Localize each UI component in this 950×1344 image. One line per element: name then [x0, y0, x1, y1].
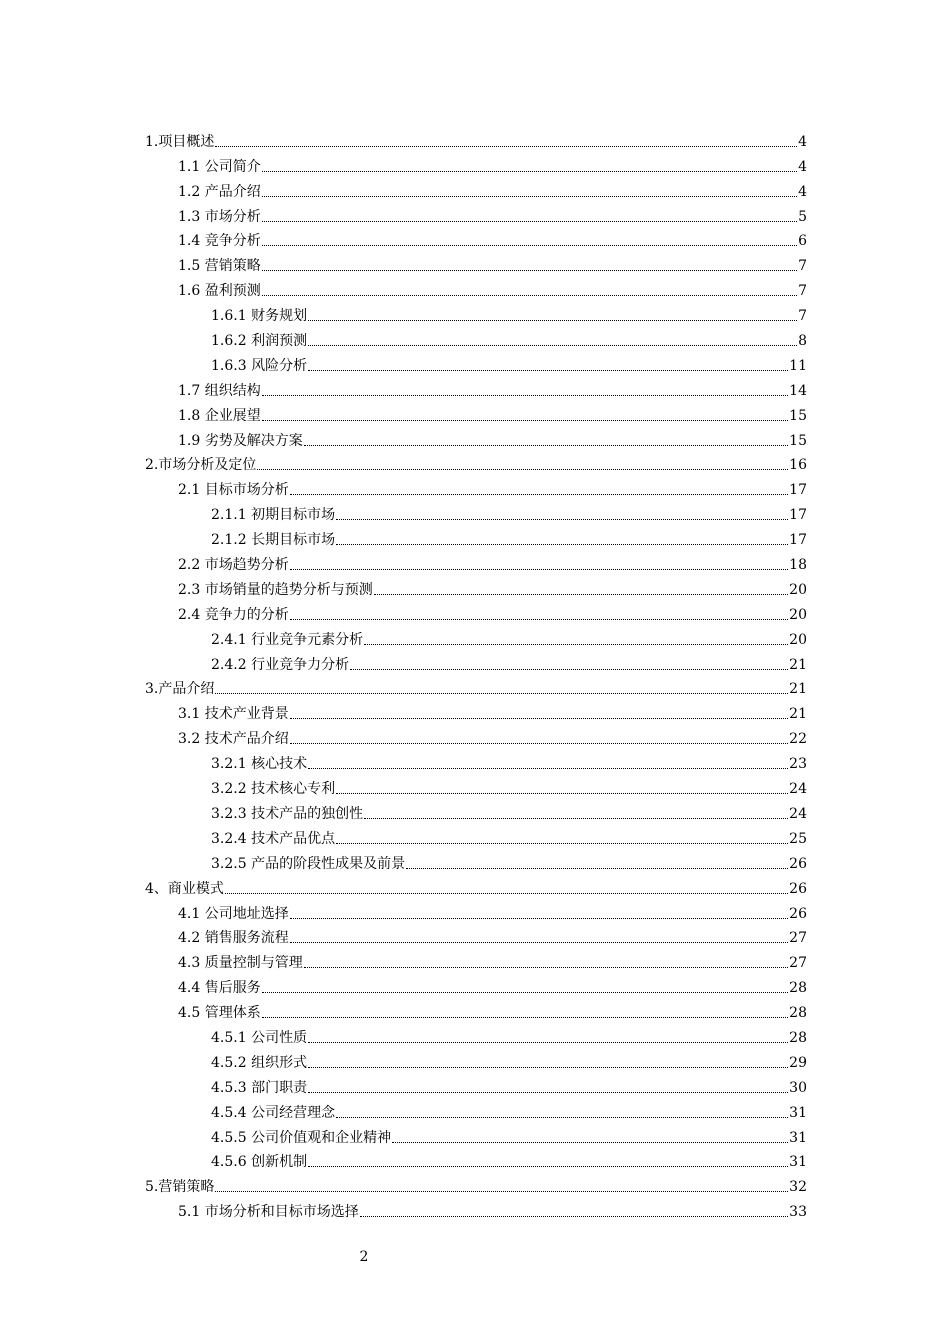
toc-leader-dots	[262, 991, 788, 993]
toc-entry-title: 1.6 盈利预测	[178, 283, 261, 300]
toc-entry[interactable]	[145, 1147, 807, 1172]
toc-entry-page: 30	[789, 1079, 807, 1096]
toc-leader-dots	[364, 643, 788, 645]
toc-entry-page: 28	[789, 980, 807, 997]
toc-entry-title: 1.2 产品介绍	[178, 183, 261, 200]
toc-leader-dots	[350, 668, 788, 670]
toc-entry[interactable]	[145, 499, 807, 524]
toc-entry-page: 7	[798, 308, 807, 325]
toc-entry[interactable]	[145, 723, 807, 748]
toc-entry[interactable]	[145, 624, 807, 649]
toc-entry[interactable]	[145, 848, 807, 873]
toc-leader-dots	[308, 1091, 788, 1093]
toc-leader-dots	[308, 1066, 788, 1068]
toc-leader-dots	[215, 692, 788, 694]
toc-entry[interactable]	[145, 1122, 807, 1147]
toc-entry-title: 2.4 竞争力的分析	[178, 606, 289, 623]
toc-entry[interactable]	[145, 201, 807, 226]
toc-entry-title: 2.3 市场销量的趋势分析与预测	[178, 581, 373, 598]
toc-entry-page: 8	[798, 333, 807, 350]
toc-entry-title: 4.2 销售服务流程	[178, 930, 289, 947]
toc-entry-title: 5.营销策略	[145, 1179, 215, 1196]
toc-entry[interactable]	[145, 176, 807, 201]
toc-leader-dots	[215, 1190, 788, 1192]
toc-entry-title: 3.1 技术产业背景	[178, 706, 289, 723]
toc-entry[interactable]	[145, 574, 807, 599]
toc-entry-page: 17	[789, 532, 807, 549]
toc-entry[interactable]	[145, 947, 807, 972]
toc-entry-title: 3.2.1 核心技术	[211, 756, 308, 773]
toc-entry-page: 15	[789, 407, 807, 424]
toc-entry-title: 3.2 技术产品介绍	[178, 731, 289, 748]
toc-entry-title: 4.1 公司地址选择	[178, 905, 289, 922]
toc-entry-page: 33	[789, 1204, 807, 1221]
toc-entry-page: 21	[789, 706, 807, 723]
toc-entry[interactable]	[145, 126, 807, 151]
toc-leader-dots	[225, 892, 788, 894]
toc-leader-dots	[290, 493, 788, 495]
toc-leader-dots	[262, 294, 797, 296]
toc-entry[interactable]	[145, 698, 807, 723]
toc-leader-dots	[308, 344, 797, 346]
toc-leader-dots	[215, 145, 797, 147]
toc-entry-page: 28	[789, 1005, 807, 1022]
toc-leader-dots	[262, 220, 797, 222]
toc-leader-dots	[336, 792, 788, 794]
toc-entry-page: 4	[798, 133, 807, 150]
toc-entry[interactable]	[145, 1196, 807, 1221]
toc-entry[interactable]	[145, 549, 807, 574]
toc-entry-title: 2.1.2 长期目标市场	[211, 532, 336, 549]
toc-entry[interactable]	[145, 674, 807, 699]
toc-entry[interactable]	[145, 275, 807, 300]
toc-entry[interactable]	[145, 1047, 807, 1072]
toc-entry[interactable]	[145, 350, 807, 375]
toc-entry[interactable]	[145, 400, 807, 425]
toc-leader-dots	[336, 842, 788, 844]
toc-entry[interactable]	[145, 151, 807, 176]
toc-entry-title: 3.2.2 技术核心专利	[211, 781, 336, 798]
toc-entry-page: 20	[789, 631, 807, 648]
toc-entry[interactable]	[145, 873, 807, 898]
toc-entry-title: 3.2.4 技术产品优点	[211, 830, 336, 847]
toc-entry[interactable]	[145, 798, 807, 823]
toc-entry[interactable]	[145, 748, 807, 773]
toc-leader-dots	[374, 593, 788, 595]
toc-entry-title: 2.1.1 初期目标市场	[211, 507, 336, 524]
toc-leader-dots	[308, 767, 788, 769]
toc-leader-dots	[262, 195, 797, 197]
toc-entry-page: 23	[789, 756, 807, 773]
toc-entry-page: 21	[789, 681, 807, 698]
toc-entry-title: 1.4 竞争分析	[178, 233, 261, 250]
toc-entry-page: 6	[798, 233, 807, 250]
toc-entry-title: 1.7 组织结构	[178, 382, 261, 399]
toc-entry-title: 1.5 营销策略	[178, 258, 261, 275]
toc-entry-page: 17	[789, 482, 807, 499]
toc-entry-title: 1.6.2 利润预测	[211, 333, 308, 350]
toc-entry-page: 27	[789, 930, 807, 947]
toc-entry[interactable]	[145, 524, 807, 549]
toc-entry[interactable]	[145, 997, 807, 1022]
toc-entry-page: 31	[789, 1129, 807, 1146]
toc-entry-title: 4.5.2 组织形式	[211, 1054, 308, 1071]
toc-entry-title: 1.6.1 财务规划	[211, 308, 308, 325]
toc-leader-dots	[336, 543, 788, 545]
toc-entry-title: 3.2.3 技术产品的独创性	[211, 805, 364, 822]
toc-entry[interactable]	[145, 474, 807, 499]
toc-leader-dots	[262, 1016, 788, 1018]
toc-entry-title: 1.项目概述	[145, 133, 215, 150]
toc-entry-title: 2.市场分析及定位	[145, 457, 257, 474]
toc-entry-page: 25	[789, 830, 807, 847]
toc-entry[interactable]	[145, 1072, 807, 1097]
toc-entry[interactable]	[145, 226, 807, 251]
toc-entry-title: 1.6.3 风险分析	[211, 357, 308, 374]
toc-entry-title: 4.5.1 公司性质	[211, 1029, 308, 1046]
toc-entry-title: 3.产品介绍	[145, 681, 215, 698]
toc-leader-dots	[308, 319, 797, 321]
toc-entry[interactable]	[145, 425, 807, 450]
toc-leader-dots	[262, 394, 788, 396]
toc-entry[interactable]	[145, 450, 807, 475]
toc-leader-dots	[290, 717, 788, 719]
toc-leader-dots	[290, 941, 788, 943]
toc-entry-page: 5	[798, 208, 807, 225]
toc-entry-title: 4.3 质量控制与管理	[178, 955, 303, 972]
toc-entry-title: 2.4.1 行业竞争元素分析	[211, 631, 364, 648]
toc-entry[interactable]	[145, 1022, 807, 1047]
toc-entry-page: 27	[789, 955, 807, 972]
toc-leader-dots	[336, 518, 788, 520]
toc-entry[interactable]	[145, 972, 807, 997]
toc-leader-dots	[304, 444, 788, 446]
toc-entry[interactable]	[145, 300, 807, 325]
toc-entry[interactable]	[145, 375, 807, 400]
toc-entry-title: 2.4.2 行业竞争力分析	[211, 656, 350, 673]
toc-entry-title: 4.5 管理体系	[178, 1005, 261, 1022]
toc-entry-title: 4、商业模式	[145, 880, 224, 897]
toc-entry[interactable]	[145, 599, 807, 624]
toc-entry-page: 28	[789, 1029, 807, 1046]
toc-leader-dots	[290, 742, 788, 744]
toc-entry-page: 7	[798, 283, 807, 300]
toc-leader-dots	[308, 369, 788, 371]
toc-entry-page: 21	[789, 656, 807, 673]
toc-entry-page: 4	[798, 158, 807, 175]
toc-entry-page: 29	[789, 1054, 807, 1071]
toc-entry[interactable]	[145, 898, 807, 923]
toc-entry-page: 11	[789, 357, 807, 374]
toc-entry-page: 26	[789, 905, 807, 922]
toc-entry-title: 4.5.6 创新机制	[211, 1154, 308, 1171]
toc-leader-dots	[304, 966, 788, 968]
toc-entry-page: 24	[789, 781, 807, 798]
toc-entry[interactable]	[145, 325, 807, 350]
toc-leader-dots	[308, 1041, 788, 1043]
toc-leader-dots	[336, 1116, 788, 1118]
toc-entry-title: 2.1 目标市场分析	[178, 482, 289, 499]
toc-entry-page: 26	[789, 855, 807, 872]
toc-entry[interactable]	[145, 823, 807, 848]
toc-entry[interactable]	[145, 923, 807, 948]
toc-leader-dots	[262, 244, 797, 246]
toc-leader-dots	[262, 419, 788, 421]
toc-leader-dots	[290, 917, 788, 919]
toc-entry-page: 20	[789, 581, 807, 598]
toc-entry[interactable]	[145, 250, 807, 275]
page-number: 2	[359, 1249, 369, 1265]
toc-entry-page: 32	[789, 1179, 807, 1196]
toc-entry-page: 15	[789, 432, 807, 449]
toc-entry-page: 14	[789, 382, 807, 399]
toc-entry-title: 2.2 市场趋势分析	[178, 557, 289, 574]
toc-entry[interactable]	[145, 649, 807, 674]
toc-entry-title: 1.3 市场分析	[178, 208, 261, 225]
toc-leader-dots	[360, 1215, 788, 1217]
toc-entry-page: 22	[789, 731, 807, 748]
toc-entry-page: 16	[789, 457, 807, 474]
toc-leader-dots	[262, 269, 797, 271]
toc-leader-dots	[308, 1165, 788, 1167]
toc-leader-dots	[257, 468, 788, 470]
toc-entry-page: 24	[789, 805, 807, 822]
toc-entry-page: 31	[789, 1154, 807, 1171]
toc-leader-dots	[290, 568, 788, 570]
toc-entry-page: 18	[789, 557, 807, 574]
toc-entry-title: 3.2.5 产品的阶段性成果及前景	[211, 855, 406, 872]
toc-entry-page: 4	[798, 183, 807, 200]
toc-entry-title: 4.5.3 部门职责	[211, 1079, 308, 1096]
toc-entry-title: 1.9 劣势及解决方案	[178, 432, 303, 449]
toc-entry-title: 4.4 售后服务	[178, 980, 261, 997]
toc-leader-dots	[290, 618, 788, 620]
toc-leader-dots	[262, 170, 797, 172]
toc-leader-dots	[392, 1141, 788, 1143]
toc-leader-dots	[364, 817, 788, 819]
toc-entry-title: 5.1 市场分析和目标市场选择	[178, 1204, 359, 1221]
toc-entry-page: 31	[789, 1104, 807, 1121]
toc-entry-page: 17	[789, 507, 807, 524]
table-of-contents	[145, 126, 807, 1221]
toc-leader-dots	[406, 867, 788, 869]
toc-entry-title: 1.8 企业展望	[178, 407, 261, 424]
toc-entry-page: 7	[798, 258, 807, 275]
toc-entry[interactable]	[145, 1171, 807, 1196]
toc-entry-title: 4.5.5 公司价值观和企业精神	[211, 1129, 392, 1146]
toc-entry-page: 20	[789, 606, 807, 623]
toc-entry-title: 4.5.4 公司经营理念	[211, 1104, 336, 1121]
toc-entry-page: 26	[789, 880, 807, 897]
toc-entry[interactable]	[145, 773, 807, 798]
toc-entry-title: 1.1 公司简介	[178, 158, 261, 175]
toc-entry[interactable]	[145, 1097, 807, 1122]
